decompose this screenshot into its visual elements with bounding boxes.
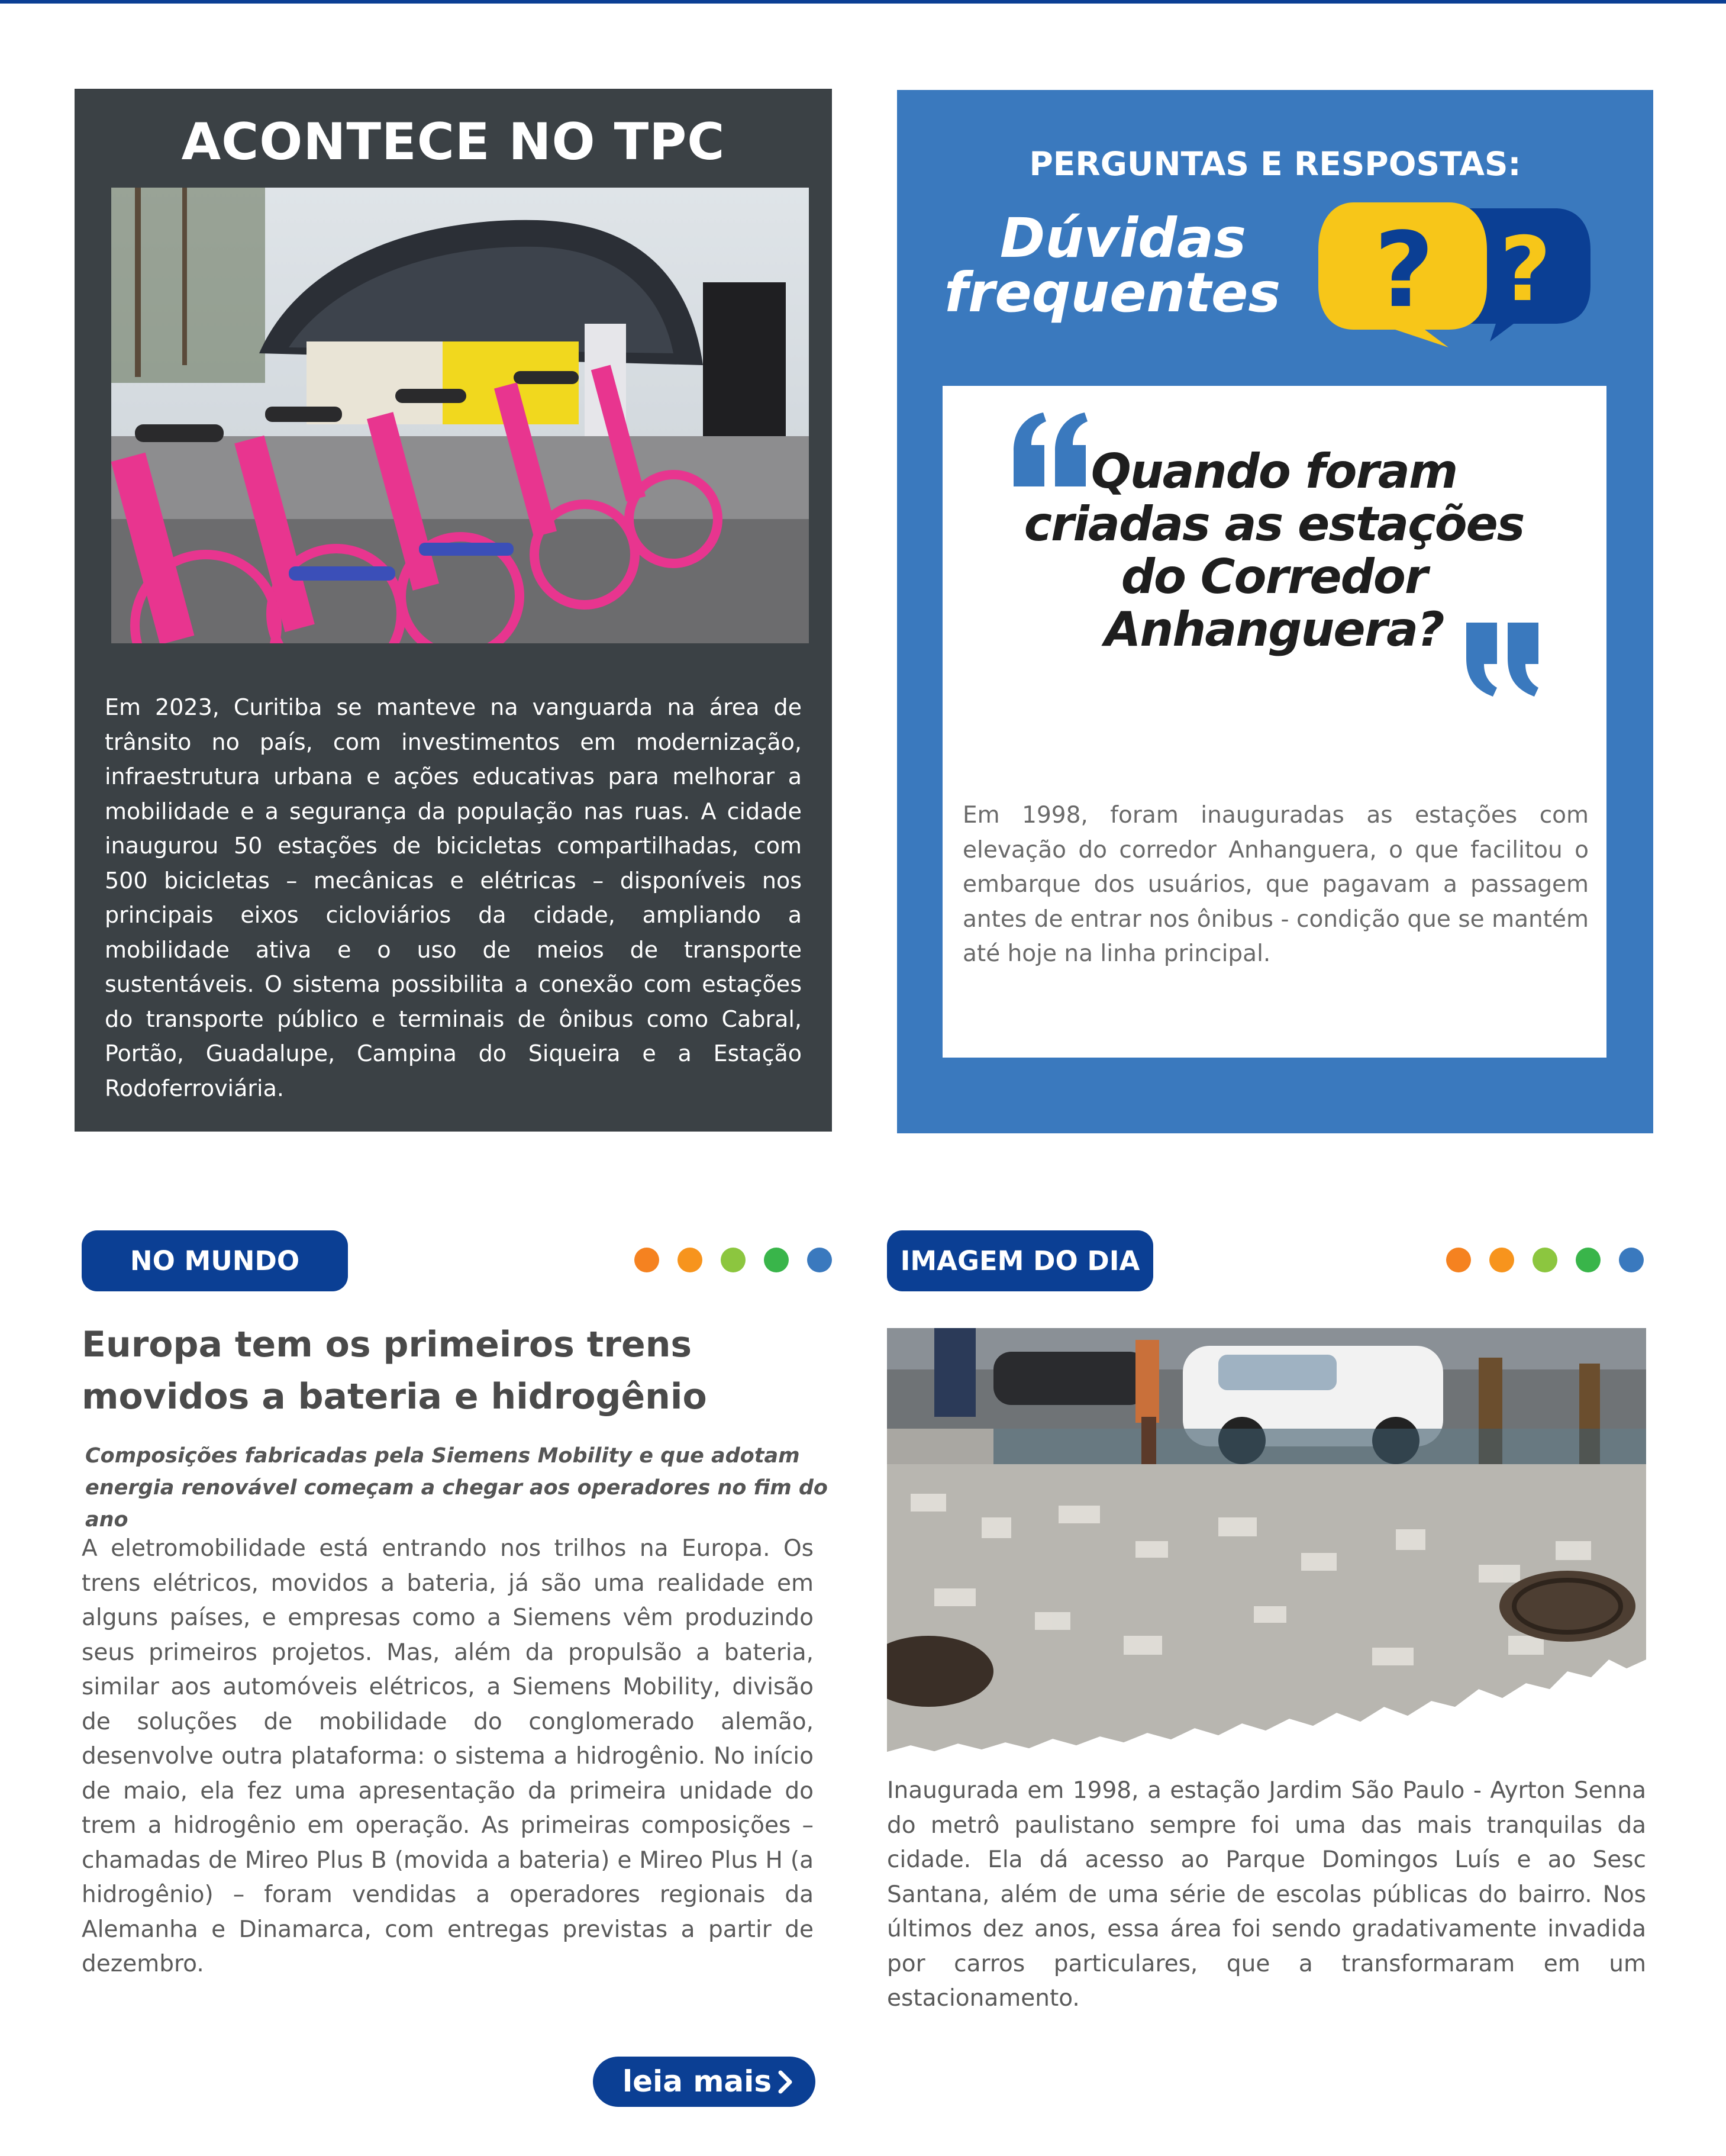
- dot-amber: [1489, 1248, 1514, 1272]
- faq-title-line2: frequentes: [944, 261, 1281, 324]
- question-line: criadas as estações: [1024, 497, 1524, 552]
- faq-title-line1: Dúvidas: [999, 207, 1246, 270]
- dot-blue: [807, 1248, 832, 1272]
- bike-station-photo: [111, 188, 809, 643]
- headline-line: Europa tem os primeiros trens: [82, 1324, 692, 1365]
- dot-orange: [1446, 1248, 1471, 1272]
- dot-amber: [678, 1248, 702, 1272]
- top-rule: [0, 0, 1726, 4]
- dot-green: [764, 1248, 789, 1272]
- subtitle-line: energia renovável começam a chegar aos operadores no fim do ano: [85, 1476, 828, 1532]
- dot-lime: [1533, 1248, 1557, 1272]
- news-subtitle: [85, 1440, 831, 1536]
- faq-answer: Em 1998, foram inauguradas as estações com elevação do corredor Anhanguera, o que facilitou o embarque dos usuários, que pagavam a passagem antes de entrar nos ônibus - condição que se mantém até hoje na linha principal.: [963, 802, 1589, 967]
- chevron-right-icon: [773, 2070, 797, 2094]
- svg-text:?: ?: [1499, 218, 1551, 321]
- faq-card: [943, 386, 1606, 1058]
- close-quote-icon: [1460, 617, 1543, 700]
- faq-kicker: PERGUNTAS E RESPOSTAS:: [1029, 145, 1521, 183]
- sidewalk-photo: [887, 1328, 1646, 1754]
- faq-title: [944, 207, 1281, 324]
- question-line: Anhanguera?: [1104, 602, 1444, 657]
- read-more-label: leia mais: [622, 2064, 772, 2099]
- tpc-panel: [75, 89, 832, 1132]
- question-line: do Corredor: [1121, 549, 1427, 604]
- dot-orange: [634, 1248, 659, 1272]
- dot-blue: [1619, 1248, 1644, 1272]
- imagem-body-text: Inaugurada em 1998, a estação Jardim São Paulo - Ayrton Senna do metrô paulistano sempre foi uma das mais tranquilas da cidade. Ela dá acesso ao Parque Domingos Luís e ao Sesc Santana, além de uma série de escolas públicas do bairro. Nos últimos dez anos, essa área foi sendo gradativamente invadida por carros particulares, que a transformaram em um estacionamento.: [887, 1777, 1646, 2012]
- tpc-title: ACONTECE NO TPC: [181, 112, 725, 172]
- imagem-do-dia-label: IMAGEM DO DIA: [887, 1230, 1153, 1291]
- dot-lime: [721, 1248, 746, 1272]
- question-speech-bubbles-icon: [1318, 196, 1590, 350]
- tpc-body-text: Em 2023, Curitiba se manteve na vanguarda na área de trânsito no país, com investimentos em modernização, infraestrutura urbana e ações educativas para melhorar a mobilidade e a segurança da população nas ruas. A cidade inaugurou 50 estações de bicicletas compartilhadas, com 500 bicicletas – mecânicas e elétricas – disponíveis nos principais eixos cicloviários da cidade, ampliando a mobilidade ativa e o uso de meios de transporte sustentáveis. O sistema possibilita a conexão com estações do transporte público e terminais de ônibus como Cabral, Portão, Guadalupe, Campina do Siqueira e a Estação Rodoferroviária.: [105, 694, 802, 1101]
- dot-green: [1576, 1248, 1601, 1272]
- question-line: Quando foram: [1091, 444, 1457, 499]
- read-more-button[interactable]: [593, 2057, 815, 2107]
- no-mundo-label: NO MUNDO: [82, 1230, 348, 1291]
- news-headline: [82, 1319, 815, 1423]
- subtitle-line: Composições fabricadas pela Siemens Mobility e que adotam: [85, 1444, 800, 1468]
- headline-line: movidos a bateria e hidrogênio: [82, 1376, 707, 1417]
- faq-question: [1020, 445, 1528, 656]
- svg-text:?: ?: [1374, 211, 1434, 331]
- decorative-dots: [1446, 1248, 1647, 1274]
- decorative-dots: [634, 1248, 835, 1274]
- news-body-text: A eletromobilidade está entrando nos trilhos na Europa. Os trens elétricos, movidos a bateria, já são uma realidade em alguns países, e empresas como a Siemens vêm produzindo seus primeiros projetos. Mas, além da propulsão a bateria, similar aos automóveis elétricos, a Siemens Mobility, divisão de soluções de mobilidade do conglomerado alemão, desenvolve outra plataforma: o sistema a hidrogênio. No início de maio, ela fez uma apresentação da primeira unidade do trem a hidrogênio em operação. As primeiras composições – chamadas de Mireo Plus B (movida a bateria) e Mireo Plus H (a hidrogênio) – foram vendidas a operadores regionais da Alemanha e Dinamarca, com entregas previstas a partir de dezembro.: [82, 1535, 814, 1977]
- faq-panel: [897, 90, 1653, 1133]
